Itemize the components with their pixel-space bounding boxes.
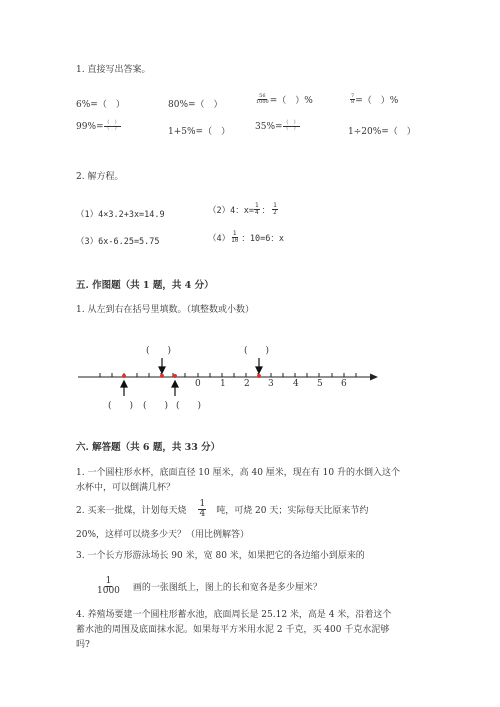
fraction: $\frac{1}{2}$	[273, 202, 277, 216]
q1-item-d: $\frac{7}{8}$ =（ ）%	[351, 93, 399, 106]
fraction: $\frac{1}{1000}$	[97, 576, 120, 596]
q1-item-f: 1+5%=（ ）	[168, 127, 231, 137]
section5-q1: 1. 从左到右在括号里填数。（填整数或小数）	[76, 305, 254, 315]
tick-label-1: 1	[220, 379, 226, 389]
tick-label-0: 0	[195, 379, 201, 389]
bottom-bracket-1: ( )	[108, 401, 134, 411]
q6-4-line2: 蓄水池的周围及底面抹水泥。如果每平方米用水泥 2 千克，买 400 千克水泥够	[76, 625, 390, 635]
fraction: $\frac{1}{4}$	[199, 499, 206, 519]
arrow-up-icon	[172, 381, 178, 396]
section6-header: 六. 解答题（共 6 题，共 33 分）	[76, 442, 221, 453]
section5-header: 五. 作图题（共 1 题，共 4 分）	[76, 280, 214, 291]
arrow-up-icon	[121, 381, 127, 396]
section2-title: 2. 解方程。	[76, 172, 124, 182]
fraction: $\frac{( )}{( )}$	[283, 120, 299, 132]
q6-3-line1: 3. 一个长方形游泳场长 90 米，宽 80 米，如果把它的各边缩小到原来的	[76, 551, 365, 561]
top-bracket-1: ( )	[146, 346, 172, 356]
fraction: $\frac{56}{1000}$	[256, 93, 269, 105]
arrow-down-icon	[159, 358, 165, 373]
bottom-bracket-2: ( )	[143, 401, 169, 411]
q1-item-h: 1÷20%=（ ）	[348, 127, 416, 137]
equation-3: （3）6x-6.25=5.75	[76, 237, 160, 247]
q1-item-b: 80%=（ ）	[168, 100, 223, 110]
q1-item-g: 35%= $\frac{( )}{( )}$	[255, 120, 299, 132]
q1-item-e: 99%= $\frac{( )}{( )}$	[76, 120, 120, 132]
tick-label-6: 6	[341, 379, 347, 389]
q1-item-a: 6%=（ ）	[76, 100, 125, 110]
fraction: $\frac{( )}{( )}$	[104, 120, 120, 132]
equation-4: （4） $\frac{1}{10}$ ：10=6：x	[208, 230, 284, 244]
equation-2: （2）4：x= $\frac{1}{4}$ ： $\frac{1}{2}$	[208, 202, 277, 216]
point-marker	[257, 374, 261, 378]
top-bracket-2: ( )	[244, 346, 270, 356]
q6-4-line3: 吗?	[76, 640, 90, 650]
fraction: $\frac{1}{10}$	[231, 230, 239, 244]
q6-1-line1: 1. 一个圆柱形水杯，底面直径 10 厘米，高 40 厘米，现在有 10 升的水倒入这个	[76, 468, 400, 478]
tick-label-3: 3	[268, 379, 274, 389]
point-marker	[160, 374, 164, 378]
arrow-down-icon	[256, 358, 262, 373]
point-marker	[173, 374, 177, 378]
fraction: $\frac{7}{8}$	[351, 93, 355, 105]
section1-title: 1. 直接写出答案。	[76, 65, 151, 75]
number-line-arrowhead	[370, 374, 378, 381]
q6-3-line2: $\frac{1}{1000}$ 画的一张图纸上，图上的长和宽各是多少厘米？	[97, 576, 322, 596]
tick-label-2: 2	[244, 379, 250, 389]
q6-2-line2: 20%，这样可以烧多少天？（用比例解答）	[76, 530, 250, 540]
number-line-ticks	[100, 373, 356, 377]
equation-1: （1）4×3.2+3x=14.9	[76, 210, 165, 220]
bottom-bracket-3: ( )	[176, 401, 202, 411]
tick-label-4: 4	[293, 379, 299, 389]
q1-item-c: $\frac{56}{1000}$ =（ ）%	[256, 93, 313, 106]
fraction: $\frac{1}{4}$	[254, 202, 259, 216]
q6-4-line1: 4. 养殖场要建一个圆柱形蓄水池，底面周长是 25.12 米，高是 4 米，沿着这个	[76, 610, 392, 620]
q6-2-line1: 2. 买来一批煤，计划每天烧 $\frac{1}{4}$ 吨，可烧 20 天；实际每天比原来节约	[76, 499, 369, 519]
point-marker	[122, 374, 126, 378]
tick-label-5: 5	[317, 379, 323, 389]
q6-1-line2: 水杯中，可以倒满几杯？	[76, 483, 176, 493]
